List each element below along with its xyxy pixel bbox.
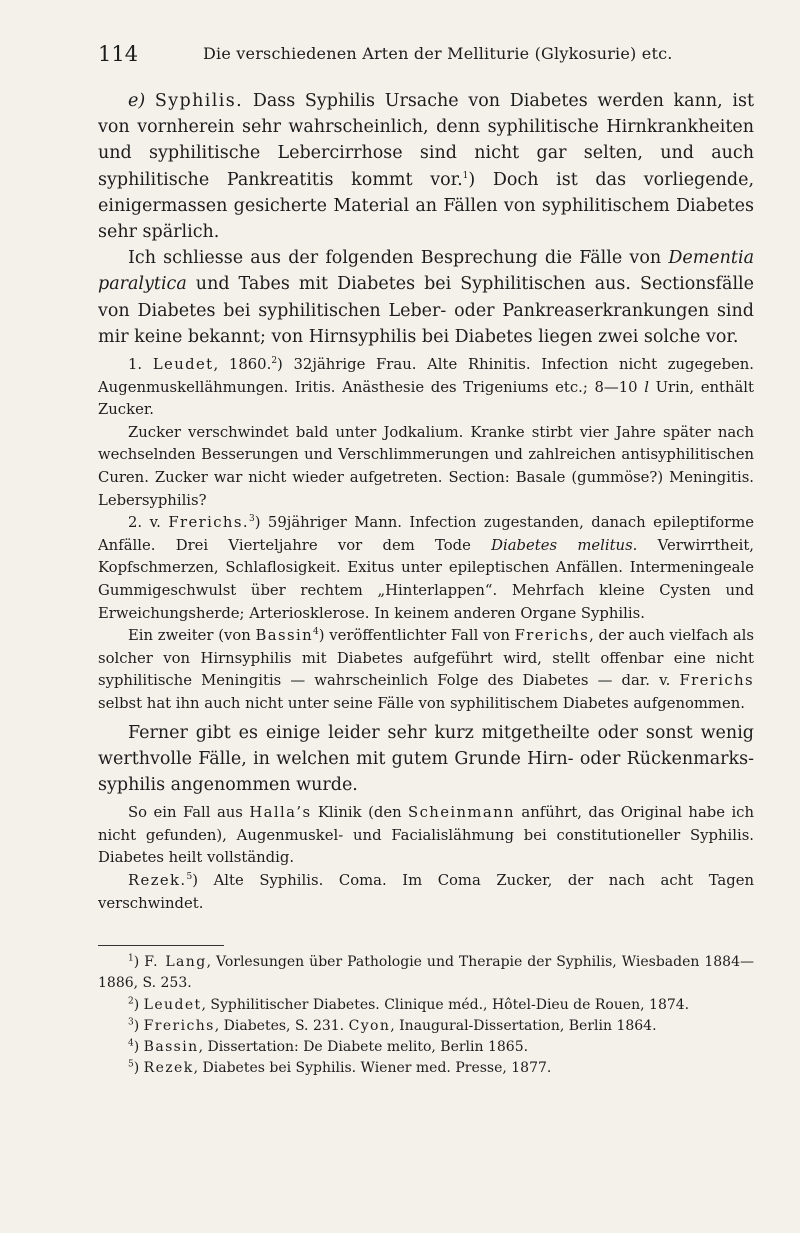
footnote-mark: 1 <box>128 953 134 964</box>
footnote-text: , Diabetes bei Syphilis. Wiener med. Presse, 1877. <box>193 1060 552 1077</box>
paragraph-text: und Tabes mit Diabetes bei Syphilitischen aus. Sectionsfälle von Diabetes bei syphilitischen Leber- oder Pankreaserkrankungen sind mir keine bekannt; von Hirnsyphilis bei Diabetes liegen zwei solche vor. <box>98 274 754 347</box>
footnote-mark: 3 <box>128 1017 134 1028</box>
page-header <box>98 42 730 72</box>
case-author: Scheinmann <box>408 804 515 822</box>
footnote-author: Rezek <box>143 1060 194 1077</box>
case-text: ) 59jähriger Mann. Infection zugestanden, danach epileptiforme Anfälle. Drei Vierteljahre vor dem Tode <box>98 514 754 554</box>
section-intro-paragraph: e) Syphilis. Dass Syphilis Ursache von Diabetes werden kann, ist von vornherein sehr wahrscheinlich, denn syphilitische Hirnkrankheiten und syphilitische Lebercirrhose sind nicht gar selten, und auch syphilitische Pankreatitis kommt vor.$^1$) Doch ist das vorliegende, einigermassen gesicherte Material an Fällen von syphilitischem Diabetes sehr spärlich. <box>98 91 755 243</box>
section-heading: Syphilis. <box>154 91 244 111</box>
case-text: Klinik (den <box>311 804 409 822</box>
case-number: 1. <box>128 356 143 374</box>
footnote-divider <box>98 945 224 946</box>
footnote-author: Leudet <box>143 996 202 1013</box>
case-text: Verwirrtheit, Kopfschmerzen, Schlaflosigkeit. Exitus unter epileptischen Anfällen. Intermeningeale Gummigeschwulst über rechtem „Hinterlappen“. Mehrfach kleine Cysten und Erweichungsherde; Arteriosklerose. In keinem anderen Organe Syphilis. <box>98 536 754 622</box>
case-text: ) veröffentlichter Fall von <box>318 627 515 645</box>
case-text: , der auch vielfach als solcher von Hirnsyphilis mit Diabetes aufgeführt wird, stellt offenbar eine nicht syphilitische Meningitis — wahrscheinlich Folge des Diabetes — dar. v. <box>98 627 754 690</box>
case-2 <box>98 512 754 625</box>
case-text: Urin, enthält Zucker. <box>98 378 754 419</box>
footnote-text: , Dissertation: De Diabete melito, Berlin 1865. <box>198 1038 529 1055</box>
case-text: ) 32jährige Frau. Alte Rhinitis. Infection nicht zugegeben. Augenmuskellähmungen. Iritis. Anästhesie des Trigeniums etc.; 8—10 <box>98 356 754 396</box>
case-year: , 1860. <box>213 356 272 374</box>
footnote-mark: 2 <box>128 995 134 1006</box>
case-author: Frerichs <box>514 627 590 645</box>
unit-liter: l <box>644 378 649 396</box>
footnote-ref: 5 <box>186 872 193 882</box>
footnote-ref: 3 <box>248 514 255 525</box>
exclusion-paragraph <box>98 245 754 350</box>
emphasis-diabetes: Diabetes melitus. <box>491 536 638 554</box>
case-4 <box>98 802 754 870</box>
case-text: ) Alte Syphilis. Coma. Im Coma Zucker, der nach acht Tagen verschwindet. <box>98 871 754 912</box>
footnote-ref: 4 <box>313 627 319 638</box>
case-text: anführt, das Original habe ich nicht gefunden), Augenmuskel- und Facialislähmung bei constitutioneller Syphilis. Diabetes heilt vollständig. <box>98 804 754 867</box>
footnote-author: Bassin <box>143 1038 199 1055</box>
footnote: $^2$) Leudet, Syphilitischer Diabetes. Clinique méd., Hôtel-Dieu de Rouen, 1874. <box>128 995 690 1013</box>
footnote-mark: 4 <box>128 1038 134 1049</box>
case-5 <box>98 870 754 915</box>
footnote-mark: 5 <box>128 1059 134 1070</box>
case-1 <box>98 354 754 422</box>
footnote: $^5$) Rezek, Diabetes bei Syphilis. Wiener med. Presse, 1877. <box>128 1059 552 1077</box>
page-body <box>98 88 754 1079</box>
section-text: Doch ist das vorliegende, einigermassen gesicherte Material an Fällen von syphilitischem Diabetes sehr spärlich. <box>98 169 755 243</box>
case-author: Leudet <box>152 356 214 374</box>
paragraph-text: Ich schliesse aus der folgenden Besprechung die Fälle von <box>128 248 669 269</box>
page-number: 114 <box>98 42 139 66</box>
footnote-ref: 1 <box>462 170 469 181</box>
case-author: Bassin <box>255 627 314 645</box>
case-1-continued: Zucker verschwindet bald unter Jodkalium. Kranke stirbt vier Jahre später nach wechselnden Besserungen und Verschlimmerungen und zahlreichen antisyphilitischen Curen. Zucker war nicht wieder aufgetreten. Section: Basale (gummöse?) Meningitis. Lebersyphilis? <box>98 423 754 509</box>
footnote: $^3$) Frerichs, Diabetes, S. 231. Cyon, Inaugural-Dissertation, Berlin 1864. <box>128 1017 657 1034</box>
footnote-text: , Vorlesungen über Pathologie und Therapie der Syphilis, Wiesbaden 1884—1886, S. 253. <box>98 954 754 992</box>
footnote-text: , Syphilitischer Diabetes. Clinique méd., Hôtel-Dieu de Rouen, 1874. <box>201 996 690 1013</box>
footnote-ref: 2 <box>271 356 278 367</box>
footnote-text: , Inaugural-Dissertation, Berlin 1864. <box>390 1017 657 1034</box>
case-text: Ein zweiter (von <box>128 627 256 645</box>
footnote-author: Frerichs <box>143 1017 215 1034</box>
footnote: $^1$) F. Lang, Vorlesungen über Pathologie und Therapie der Syphilis, Wiesbaden 1884—1886, S. 253. <box>98 953 754 992</box>
footnote-author: F. Lang <box>144 954 207 971</box>
further-cases-paragraph: Ferner gibt es einige leider sehr kurz mitgetheilte oder sonst wenig werthvolle Fälle, in welchen mit gutem Grunde Hirn- oder Rückenmarks-syphilis angenommen wurde. <box>98 722 754 795</box>
section-label: e) <box>128 91 146 111</box>
footnote-text: , Diabetes, S. 231. <box>214 1017 349 1034</box>
case-author: Frerichs <box>679 672 754 690</box>
case-text: selbst hat ihn auch nicht unter seine Fälle von syphilitischem Diabetes aufgenommen. <box>98 694 745 712</box>
case-author: Halla’s <box>249 804 312 822</box>
footnotes <box>98 952 754 1079</box>
case-text: So ein Fall aus <box>128 804 250 822</box>
footnote: $^4$) Bassin, Dissertation: De Diabete melito, Berlin 1865. <box>128 1038 529 1055</box>
section-text: Dass Syphilis Ursache von Diabetes werden kann, ist von vornherein sehr wahrscheinlich, denn syphilitische Hirnkrankheiten und syphilitische Lebercirrhose sind nicht gar selten, und auch syphilitische Pankreatitis kommt vor. <box>98 91 754 190</box>
case-author: Frerichs. <box>168 514 249 532</box>
emphasis-dementia: Dementia paralytica <box>98 248 754 295</box>
case-number: 2. v. <box>128 514 161 532</box>
case-author: Rezek. <box>128 871 187 889</box>
running-head: Die verschiedenen Arten der Melliturie (Glykosurie) etc. <box>203 44 673 63</box>
footnote-author: Cyon <box>348 1017 391 1034</box>
case-3 <box>98 625 754 715</box>
